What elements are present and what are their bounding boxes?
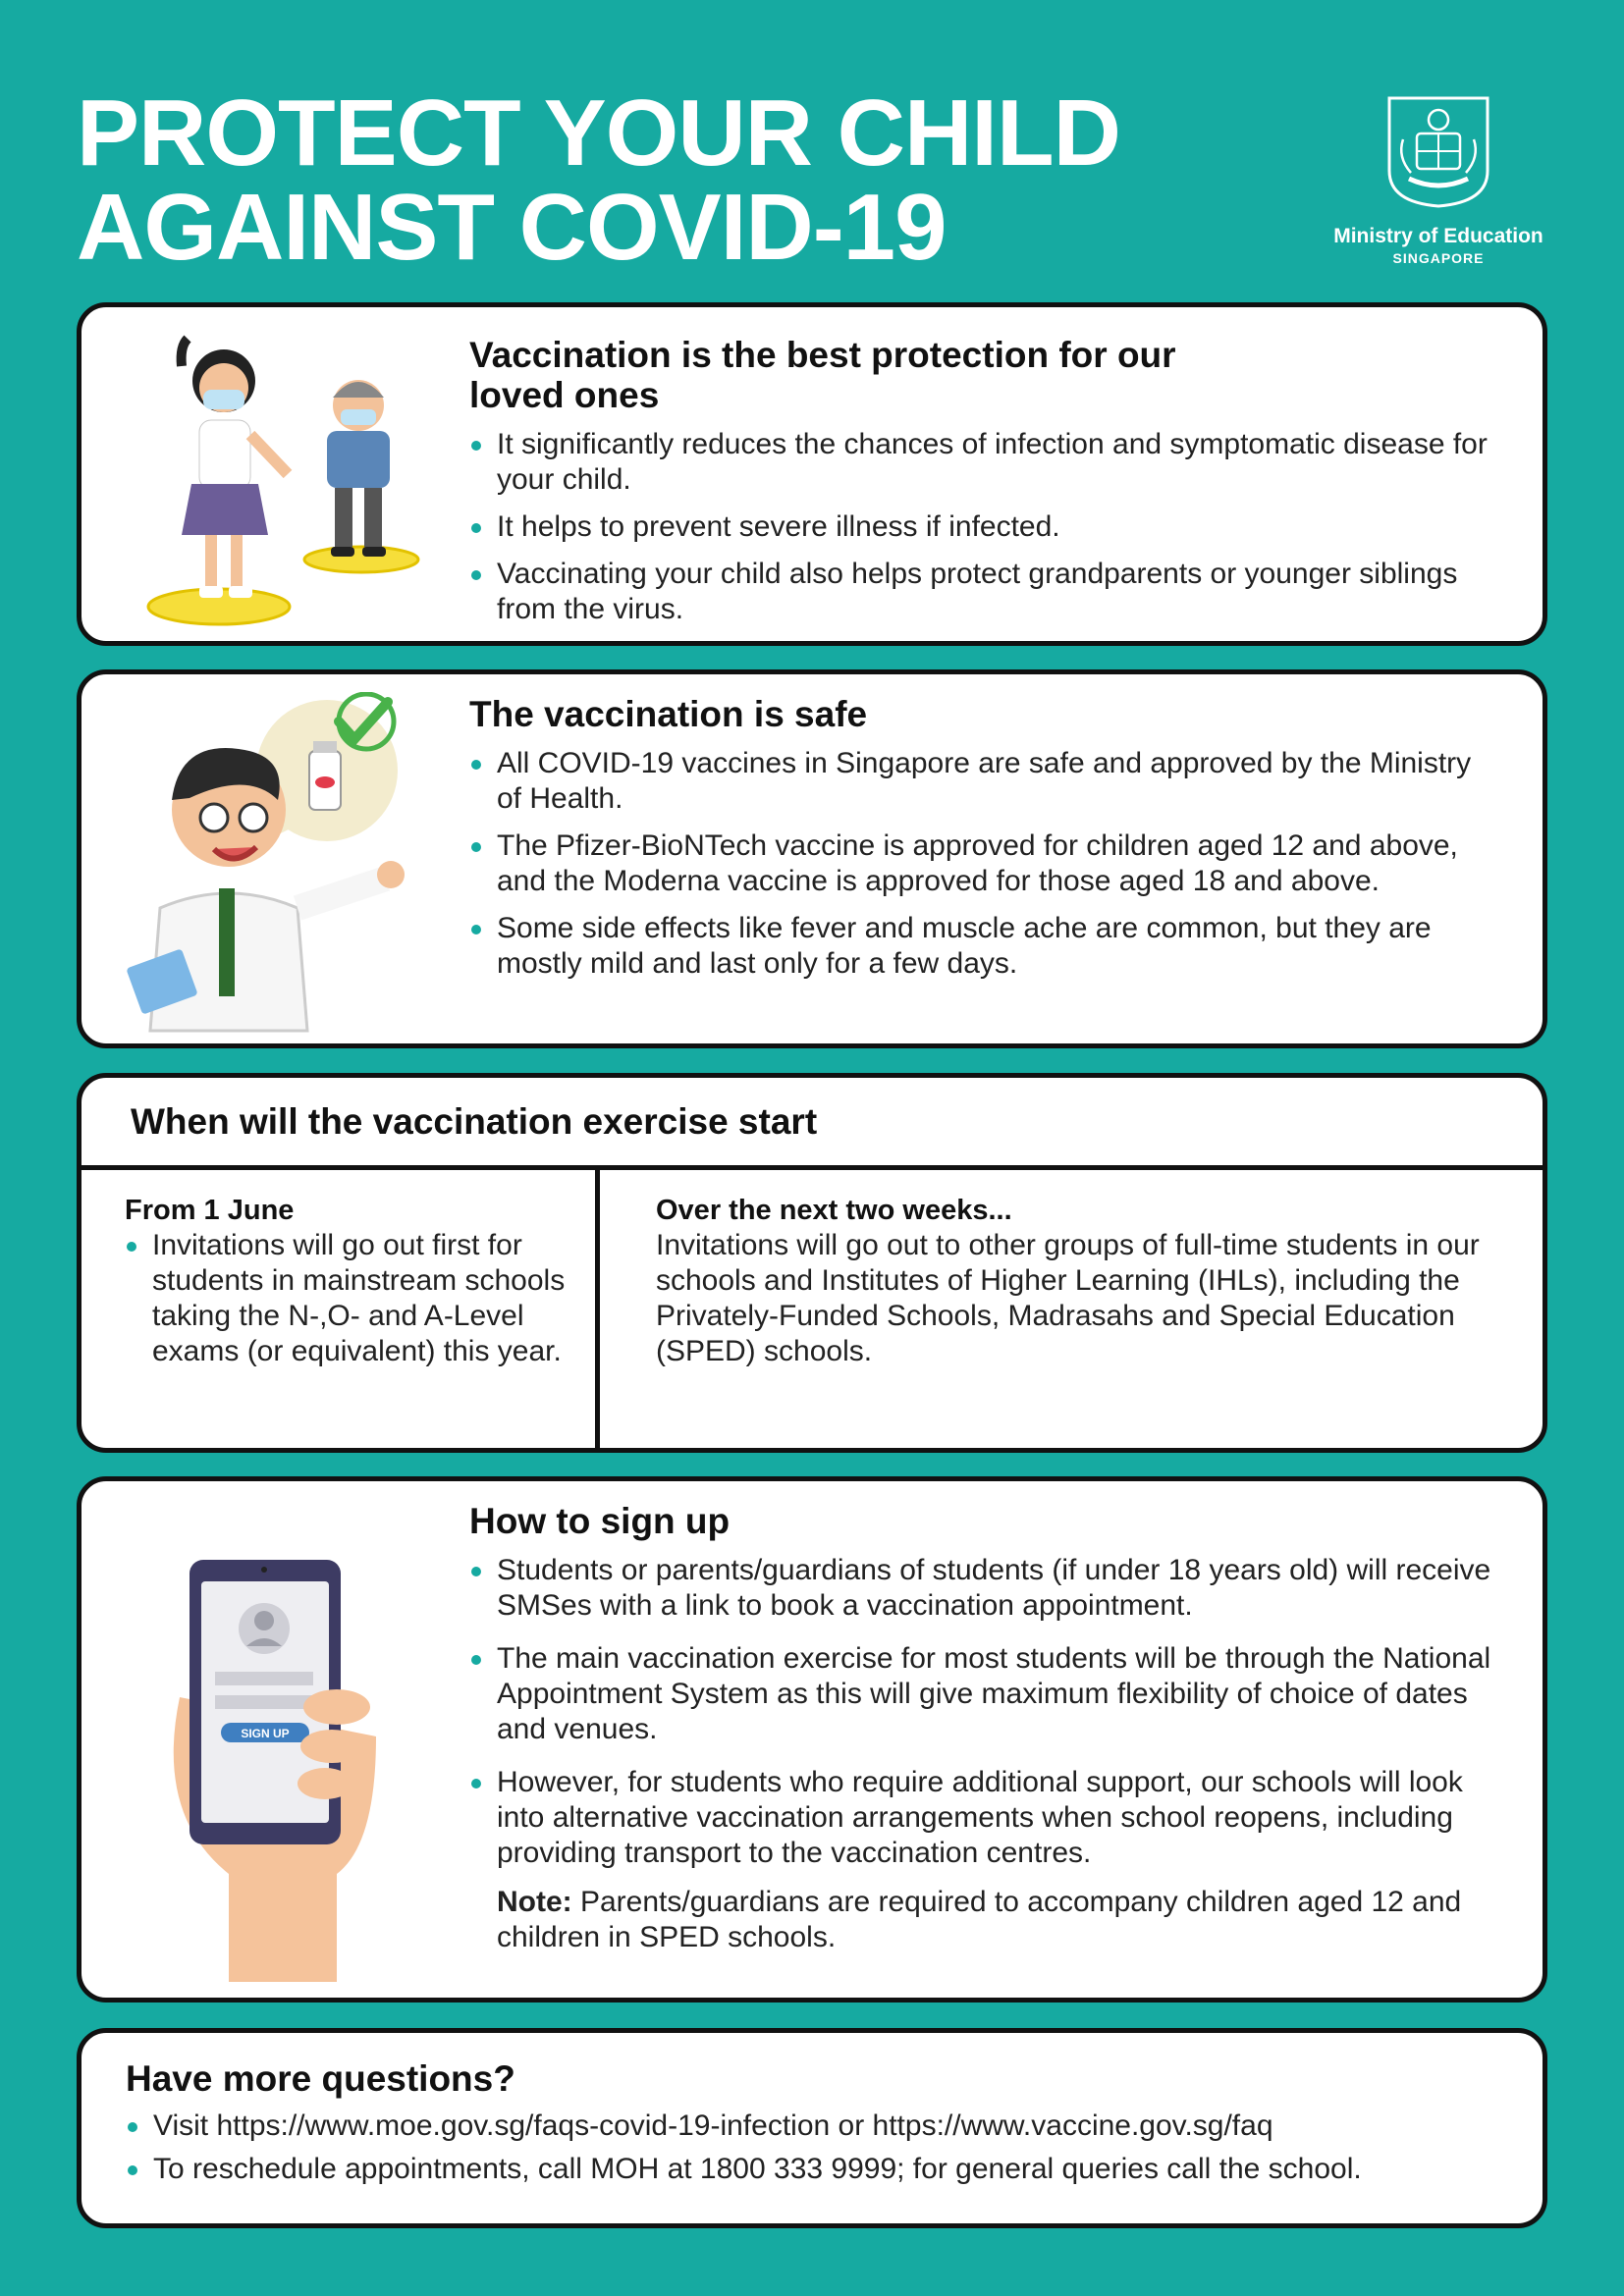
list-item[interactable]: Visit https://www.moe.gov.sg/faqs-covid-19-infection or https://www.vaccine.gov.sg/faq (126, 2109, 1503, 2144)
list-item: It significantly reduces the chances of infection and symptomatic disease for your child. (469, 427, 1503, 498)
note-label: Note: (497, 1886, 572, 1918)
section-heading: How to sign up (469, 1501, 731, 1541)
schedule-card (77, 1073, 1547, 1453)
list-item: To reschedule appointments, call MOH at 1800 333 9999; for general queries call the school. (126, 2152, 1503, 2187)
safety-card (77, 669, 1547, 1048)
note-text: Note: Parents/guardians are required to accompany children aged 12 and children in SPED schools. (497, 1886, 1462, 1953)
list-item: The main vaccination exercise for most students will be through the National Appointment System as this will give maximum flexibility of choice of dates and venues. (469, 1641, 1503, 1747)
list-item: Vaccinating your child also helps protect grandparents or younger siblings from the virus. (469, 557, 1503, 627)
column-title: Over the next two weeks... (656, 1195, 1012, 1226)
list-item: The Pfizer-BioNTech vaccine is approved for children aged 12 and above, and the Moderna vaccine is approved for those aged 18 and above. (469, 828, 1503, 899)
list-item: All COVID-19 vaccines in Singapore are safe and approved by the Ministry of Health. (469, 746, 1503, 817)
doctor-illustration (121, 692, 455, 1036)
section-heading: The vaccination is safe (469, 694, 868, 734)
title-line-1: PROTECT YOUR CHILD (77, 80, 1120, 186)
list-item: However, for students who require additional support, our schools will look into alternative vaccination arrangements when school reopens, including providing transport to the vaccination centres. (469, 1765, 1503, 1871)
protection-card (77, 302, 1547, 646)
bullet-list (469, 427, 1503, 627)
section-heading: Have more questions? (126, 2058, 515, 2099)
phone-hand-illustration (150, 1550, 406, 1982)
section-heading: Vaccination is the best protection for our loved ones (469, 335, 1176, 415)
crest-icon (1383, 94, 1493, 210)
section-heading: When will the vaccination exercise start (131, 1101, 818, 1142)
list-item: Some side effects like fever and muscle ache are common, but they are mostly mild and last only for a few days. (469, 911, 1503, 982)
phone-sign-up-label: SIGN UP (241, 1727, 290, 1740)
schedule-column-next (656, 1193, 1520, 1369)
schedule-column-first (125, 1193, 576, 1381)
divider (595, 1165, 600, 1448)
bullet-list (469, 1553, 1503, 1871)
list-item: It helps to prevent severe illness if infected. (469, 509, 1503, 545)
questions-card (77, 2028, 1547, 2228)
org-country: SINGAPORE (1392, 250, 1485, 266)
page-title (77, 80, 1157, 280)
column-text: Invitations will go out to other groups of full-time students in our schools and Institutes of Higher Learning (IHLs), including the Privately-Funded Schools, Madrasahs and Special Education (SPED) schools. (656, 1229, 1480, 1367)
title-line-2: AGAINST COVID-19 (77, 175, 947, 280)
moe-logo (1326, 94, 1551, 266)
sign-up-card (77, 1476, 1547, 2002)
bullet-list (125, 1228, 576, 1369)
bullet-list (126, 2109, 1503, 2187)
bullet-list (469, 746, 1503, 982)
list-item: Invitations will go out first for students in mainstream schools taking the N-,O- and A-Level exams (or equivalent) this year. (125, 1228, 576, 1369)
org-name: Ministry of Education (1333, 225, 1543, 247)
children-masks-illustration (140, 327, 445, 631)
divider (81, 1165, 1543, 1170)
column-title: From 1 June (125, 1195, 295, 1226)
list-item: Students or parents/guardians of students (if under 18 years old) will receive SMSes with a link to book a vaccination appointment. (469, 1553, 1503, 1624)
